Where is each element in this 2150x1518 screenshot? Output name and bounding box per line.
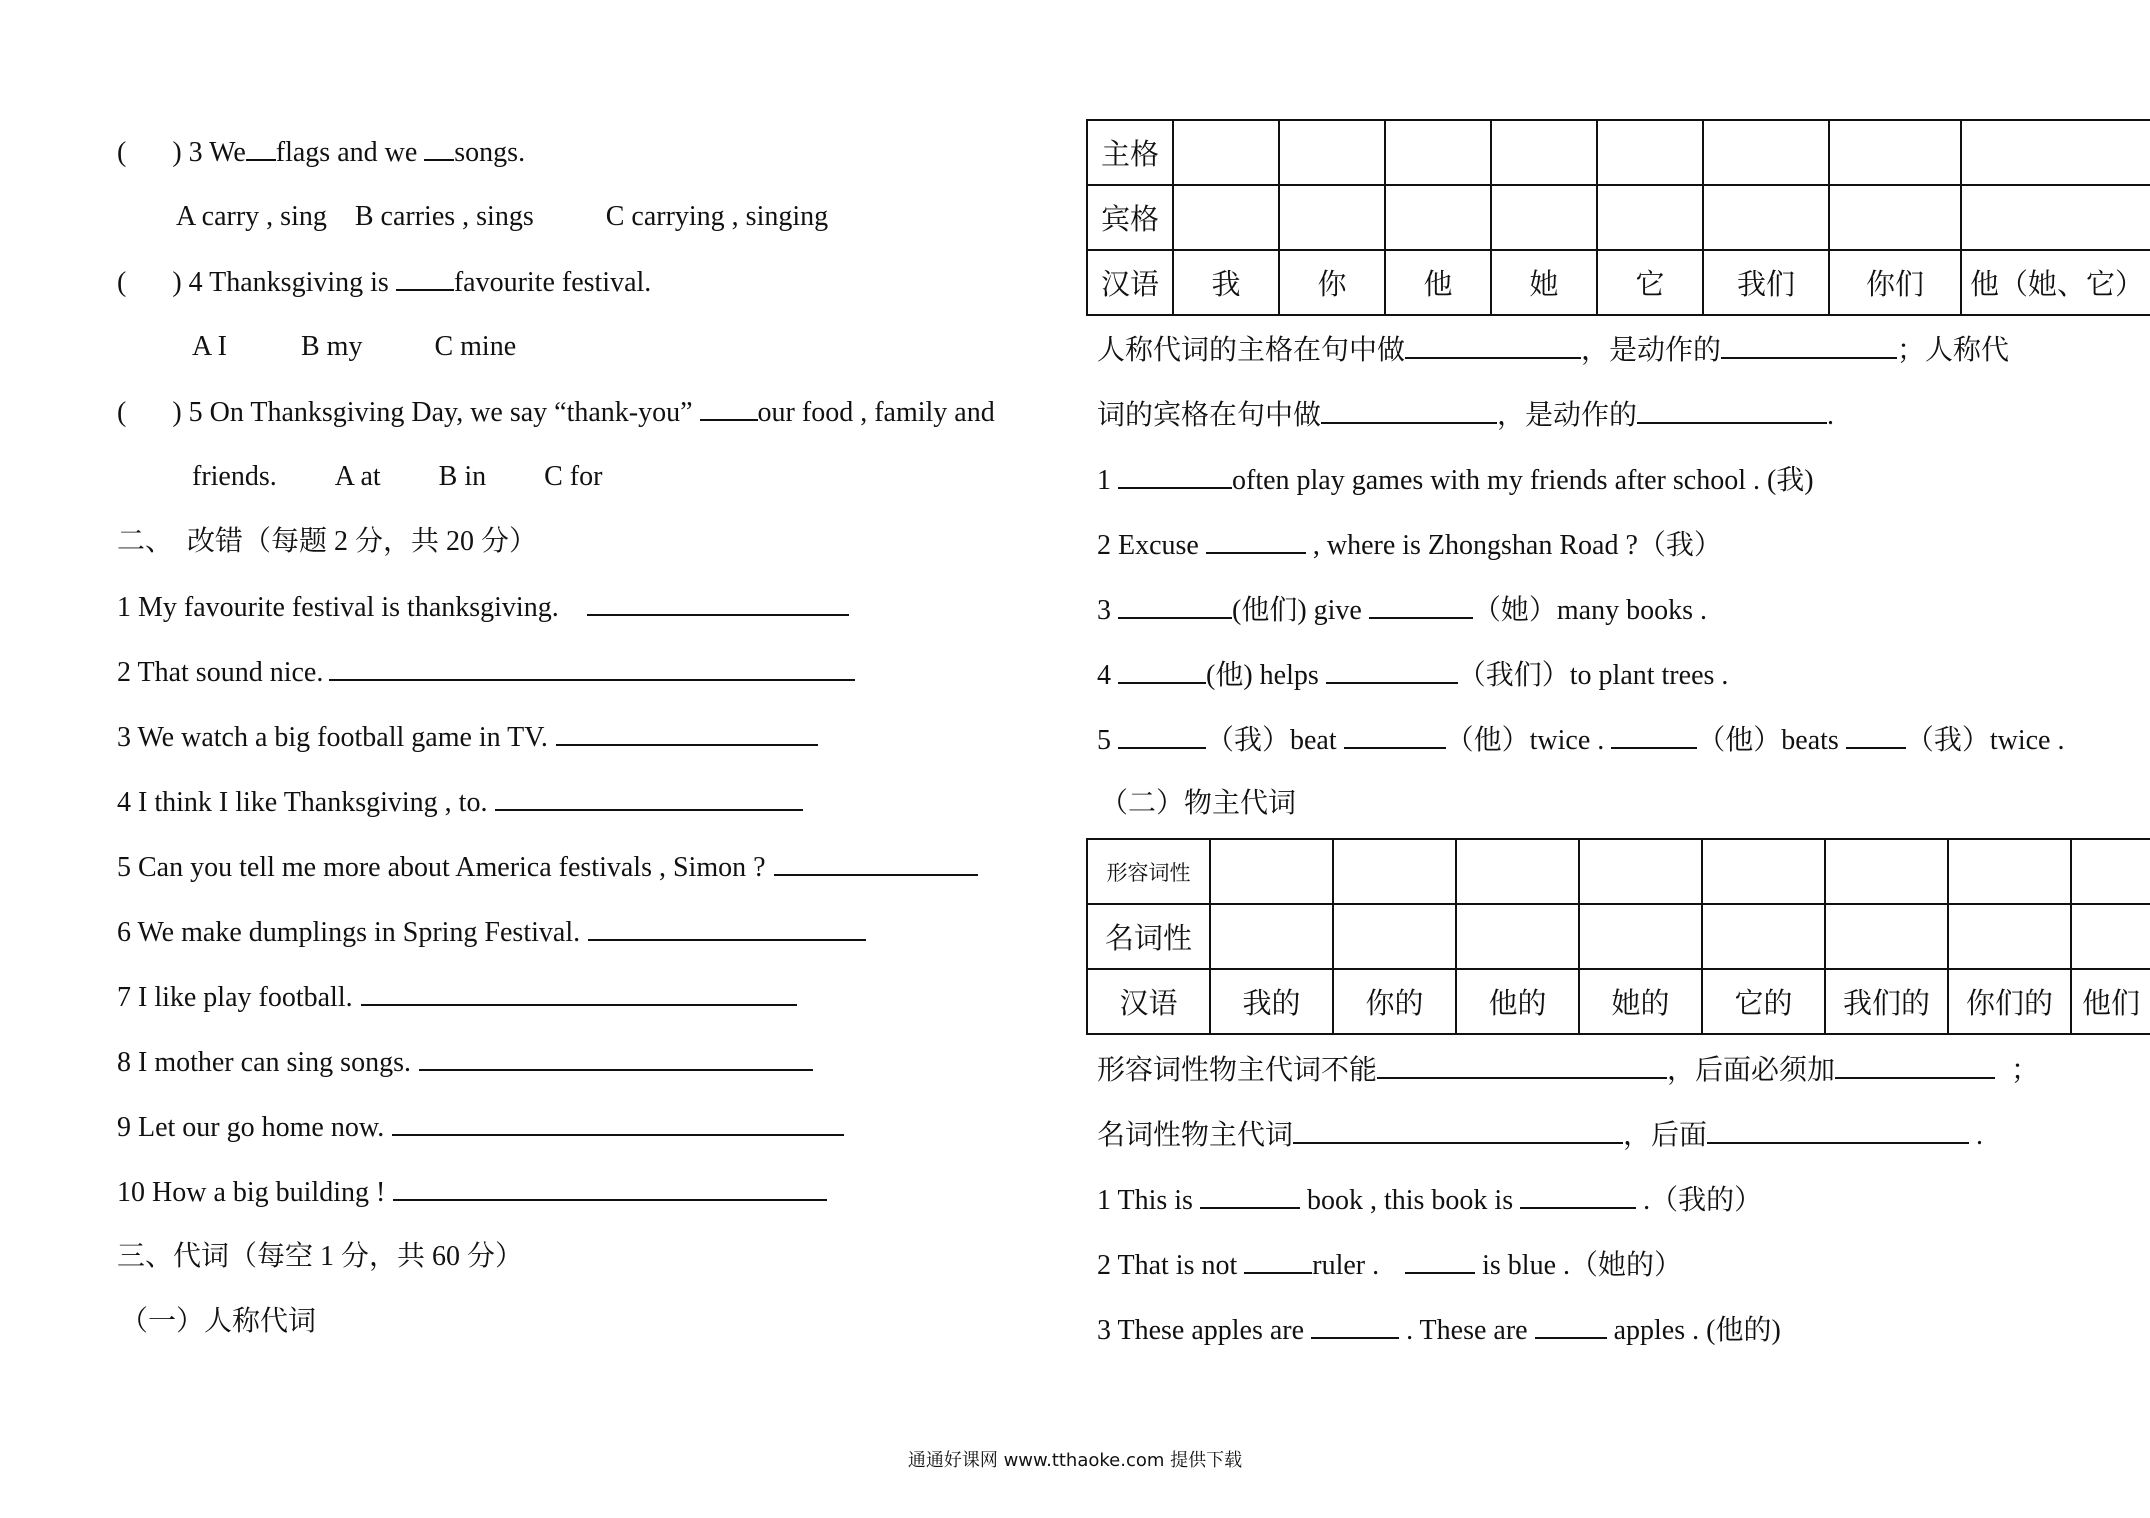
table-cell[interactable] (1456, 839, 1579, 904)
question-text: 3 We (188, 137, 246, 168)
table-row (1087, 185, 2150, 250)
rule-line-1: 人称代词的主格在句中做 ，是动作的 ；人称代 (1097, 335, 2010, 366)
blank[interactable] (1118, 463, 1232, 489)
blank[interactable] (1405, 1248, 1475, 1274)
table-cell[interactable] (2071, 904, 2150, 969)
table-cell: 你们的 (1948, 969, 2071, 1034)
correction-item: 9 Let our go home now. (117, 1110, 844, 1145)
table-row (1087, 839, 2150, 904)
exercise-sentence: 4 (他) helps （我们）to plant trees . (1097, 660, 1729, 691)
table-cell[interactable] (1173, 185, 1279, 250)
option-b: B in (438, 461, 487, 492)
row-label: 主格 (1087, 120, 1173, 185)
row-label: 汉语 (1087, 250, 1173, 315)
table-cell: 你的 (1333, 969, 1456, 1034)
blank[interactable] (1377, 1053, 1667, 1079)
blank[interactable] (1611, 723, 1697, 749)
blank[interactable] (1637, 398, 1827, 424)
table-cell[interactable] (1948, 839, 2071, 904)
table-cell[interactable] (1597, 120, 1703, 185)
table-cell[interactable] (1825, 904, 1948, 969)
question-3-options (176, 200, 828, 234)
question-5 (117, 395, 995, 430)
blank[interactable] (1707, 1118, 1969, 1144)
table-cell: 他 (1385, 250, 1491, 315)
rule-line-4: 名词性物主代词 ，后面 . (1097, 1120, 1984, 1151)
table-cell[interactable] (1279, 120, 1385, 185)
answer-line[interactable] (361, 980, 797, 1006)
table-cell: 它 (1597, 250, 1703, 315)
blank[interactable] (1118, 593, 1232, 619)
answer-paren-open: ( (117, 267, 127, 298)
table-cell[interactable] (1210, 839, 1333, 904)
question-4-options (192, 330, 516, 364)
blank[interactable] (1846, 723, 1906, 749)
subsection-possessive-pronouns: （二）物主代词 (1100, 788, 1297, 819)
blank[interactable] (1311, 1313, 1399, 1339)
correction-item: 1 My favourite festival is thanksgiving. (117, 590, 849, 625)
option-c: C mine (434, 331, 517, 362)
answer-paren-close: ) (172, 137, 182, 168)
blank[interactable] (396, 265, 454, 291)
table-cell[interactable] (1948, 904, 2071, 969)
table-cell[interactable] (1597, 185, 1703, 250)
row-label: 名词性 (1087, 904, 1210, 969)
table-cell[interactable] (1703, 185, 1829, 250)
blank[interactable] (700, 395, 758, 421)
table-row (1087, 969, 2150, 1034)
option-a: A carry , sing (176, 201, 327, 232)
blank[interactable] (1118, 723, 1206, 749)
subsection-personal-pronouns: （一）人称代词 (120, 1306, 317, 1337)
row-label: 汉语 (1087, 969, 1210, 1034)
table-cell[interactable] (2071, 839, 2150, 904)
table-cell: 她的 (1579, 969, 1702, 1034)
blank[interactable] (1344, 723, 1446, 749)
blank[interactable] (1721, 333, 1897, 359)
exercise-sentence: 5 （我）beat （他）twice . （他）beats （我）twice . (1097, 725, 2065, 756)
blank[interactable] (1326, 658, 1458, 684)
correction-item: 7 I like play football. (117, 980, 797, 1015)
table-cell: 它的 (1702, 969, 1825, 1034)
blank[interactable] (1405, 333, 1581, 359)
table-cell[interactable] (1579, 839, 1702, 904)
blank[interactable] (1206, 528, 1306, 554)
blank[interactable] (1244, 1248, 1312, 1274)
table-row (1087, 250, 2150, 315)
answer-paren-open: ( (117, 137, 127, 168)
table-cell: 你 (1279, 250, 1385, 315)
blank[interactable] (1520, 1183, 1636, 1209)
exercise-sentence: 3 These apples are . These are apples . (他的) (1097, 1315, 1781, 1346)
answer-line[interactable] (588, 915, 866, 941)
table-cell[interactable] (1333, 839, 1456, 904)
table-cell: 我的 (1210, 969, 1333, 1034)
option-a: A at (334, 461, 381, 492)
answer-paren-open: ( (117, 397, 127, 428)
table-cell[interactable] (1829, 185, 1961, 250)
option-b: B my (301, 331, 363, 362)
exercise-sentence: 2 Excuse , where is Zhongshan Road ?（我） (1097, 530, 1722, 561)
page-footer: 通通好课网 www.tthaoke.com 提供下载 (907, 1450, 1243, 1471)
question-text: friends. (192, 461, 277, 492)
rule-line-3: 形容词性物主代词不能 ，后面必须加 ； (1097, 1055, 2040, 1086)
blank[interactable] (424, 135, 454, 161)
personal-pronoun-table (1086, 119, 2150, 316)
correction-item: 3 We watch a big football game in TV. (117, 720, 818, 755)
table-cell: 她 (1491, 250, 1597, 315)
table-cell: 我们 (1703, 250, 1829, 315)
table-cell: 他（她、它） (1961, 250, 2150, 315)
table-cell[interactable] (1491, 120, 1597, 185)
exercise-sentence: 2 That is not ruler . is blue .（她的） (1097, 1250, 1683, 1281)
answer-paren-close: ) (172, 397, 182, 428)
section-2-title: 二、 改错（每题 2 分，共 20 分） (117, 526, 538, 557)
table-cell[interactable] (1279, 185, 1385, 250)
blank[interactable] (1118, 658, 1206, 684)
question-4 (117, 265, 651, 300)
exercise-sentence: 1 often play games with my friends after school . (我) (1097, 465, 1814, 496)
table-cell[interactable] (1961, 185, 2150, 250)
option-b: B carries , sings (354, 201, 534, 232)
row-label: 宾格 (1087, 185, 1173, 250)
question-text: our food , family and (757, 397, 995, 428)
table-cell[interactable] (1491, 185, 1597, 250)
correction-item: 6 We make dumplings in Spring Festival. (117, 915, 866, 950)
option-a: A I (192, 331, 227, 362)
question-text: 5 On Thanksgiving Day, we say “thank-you” (188, 397, 693, 428)
blank[interactable] (246, 135, 276, 161)
answer-line[interactable] (587, 590, 849, 616)
blank[interactable] (1200, 1183, 1300, 1209)
answer-line[interactable] (495, 785, 803, 811)
correction-item: 5 Can you tell me more about America festivals , Simon ? (117, 850, 978, 885)
table-cell[interactable] (1173, 120, 1279, 185)
table-cell[interactable] (1702, 839, 1825, 904)
table-cell[interactable] (1825, 839, 1948, 904)
table-cell: 我 (1173, 250, 1279, 315)
answer-line[interactable] (556, 720, 818, 746)
correction-item: 4 I think I like Thanksgiving , to. (117, 785, 803, 820)
answer-line[interactable] (419, 1045, 813, 1071)
row-label: 形容词性 (1087, 839, 1210, 904)
question-text: flags and we (275, 137, 418, 168)
answer-line[interactable] (393, 1175, 827, 1201)
option-c: C carrying , singing (605, 201, 829, 232)
table-cell[interactable] (1456, 904, 1579, 969)
option-c: C for (544, 461, 603, 492)
table-cell: 他们 (2071, 969, 2150, 1034)
table-cell: 我们的 (1825, 969, 1948, 1034)
question-text: songs. (454, 137, 526, 168)
answer-line[interactable] (774, 850, 978, 876)
section-3-title: 三、代词（每空 1 分，共 60 分） (117, 1241, 524, 1272)
question-5-continuation (192, 460, 602, 494)
table-cell[interactable] (1579, 904, 1702, 969)
correction-item: 2 That sound nice. (117, 655, 855, 690)
table-cell[interactable] (1961, 120, 2150, 185)
question-3 (117, 135, 525, 170)
answer-paren-close: ) (172, 267, 182, 298)
table-cell: 你们 (1829, 250, 1961, 315)
blank[interactable] (1321, 398, 1497, 424)
table-cell[interactable] (1385, 185, 1491, 250)
correction-item: 10 How a big building ! (117, 1175, 827, 1210)
table-cell[interactable] (1210, 904, 1333, 969)
table-cell[interactable] (1702, 904, 1825, 969)
question-text: 4 Thanksgiving is (188, 267, 389, 298)
blank[interactable] (1535, 1313, 1607, 1339)
possessive-pronoun-table (1086, 838, 2150, 1035)
correction-item: 8 I mother can sing songs. (117, 1045, 813, 1080)
blank[interactable] (1835, 1053, 1995, 1079)
answer-line[interactable] (329, 655, 855, 681)
exercise-sentence: 1 This is book , this book is .（我的） (1097, 1185, 1763, 1216)
table-cell[interactable] (1703, 120, 1829, 185)
table-cell[interactable] (1829, 120, 1961, 185)
rule-line-2: 词的宾格在句中做 ，是动作的 . (1097, 400, 1835, 431)
table-cell[interactable] (1385, 120, 1491, 185)
answer-line[interactable] (392, 1110, 844, 1136)
table-cell[interactable] (1333, 904, 1456, 969)
table-row (1087, 904, 2150, 969)
question-text: favourite festival. (453, 267, 652, 298)
blank[interactable] (1369, 593, 1473, 619)
blank[interactable] (1293, 1118, 1623, 1144)
table-cell: 他的 (1456, 969, 1579, 1034)
table-row (1087, 120, 2150, 185)
exercise-sentence: 3 (他们) give （她）many books . (1097, 595, 1707, 626)
